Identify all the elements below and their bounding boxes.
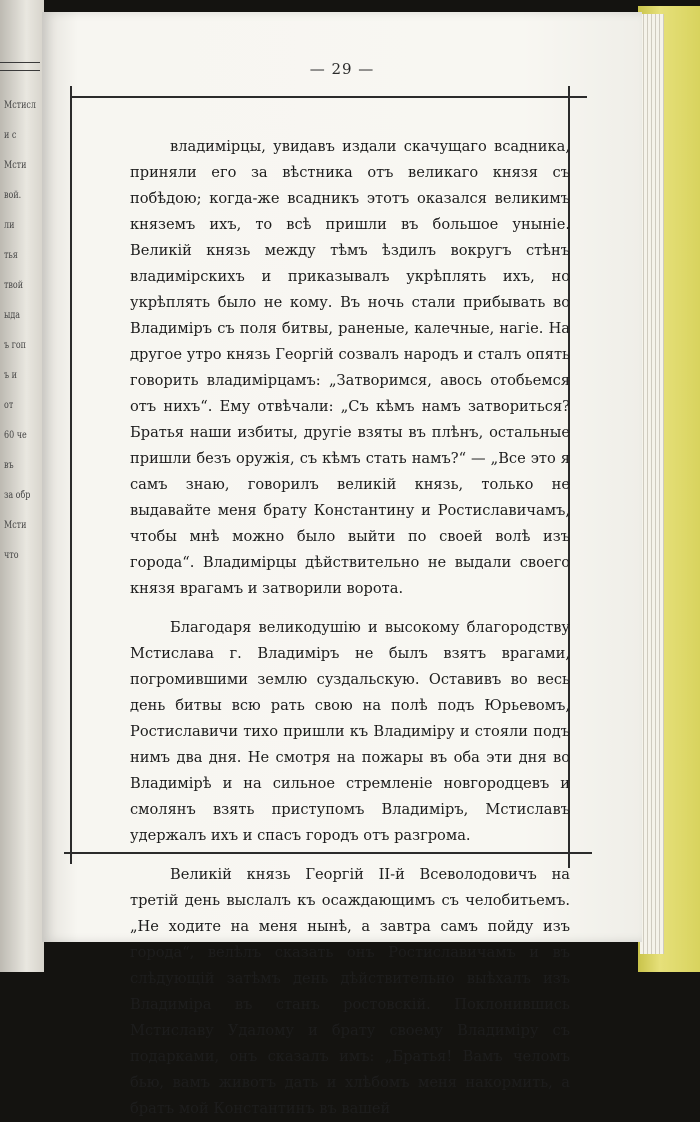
body-text xyxy=(130,134,570,1122)
previous-page-fragment: за обр xyxy=(4,490,31,501)
previous-page-fragment: Мсти xyxy=(4,160,27,171)
previous-page-fragment: Мсти xyxy=(4,520,27,531)
previous-page-fragment: ъ и xyxy=(4,370,17,381)
page-edges xyxy=(640,14,664,954)
previous-page-fragment: вой. xyxy=(4,190,22,201)
page-number: — 29 — xyxy=(309,60,375,78)
book-page xyxy=(42,12,642,1117)
paragraph: Великій князь Георгій II-й Всеволодовичъ на третій день выслалъ къ осаждающимъ съ челобитьемъ. „Не ходите на меня нынѣ, а завтра самъ пойду изъ города“, велѣлъ сказать онъ Ростиславичамъ и въ слѣдующій затѣмъ день дѣйствительно выѣхалъ изъ Владиміра въ станъ ростовскій. Поклонившись Мстиславу Удалому и брату своему Владиміру съ подарками, онъ сказалъ имъ: „Братья! Вамъ челомъ бью, вамъ животъ дать и хлѣбомъ меня накормить, а братъ мой Константинъ въ вашей xyxy=(130,866,570,1117)
frame-top-rule xyxy=(72,96,587,98)
previous-page-rule xyxy=(0,62,40,63)
previous-page-fragment: и с xyxy=(4,130,17,141)
previous-page-fragment: въ xyxy=(4,460,14,471)
previous-page-fragment: тья xyxy=(4,250,18,261)
previous-page-rule xyxy=(0,70,40,71)
previous-page-fragment: ъ гоп xyxy=(4,340,26,351)
previous-page xyxy=(0,0,44,972)
previous-page-fragment: что xyxy=(4,550,19,561)
previous-page-fragment: от xyxy=(4,400,14,411)
previous-page-fragment: твой xyxy=(4,280,24,291)
previous-page-fragment: 60 че xyxy=(4,430,27,441)
frame-left-rule xyxy=(70,86,72,864)
previous-page-fragment: ли xyxy=(4,220,15,231)
previous-page-fragment: Мстисл xyxy=(4,100,36,111)
paragraph: владимірцы, увидавъ издали скачущаго всадника, приняли его за вѣстника отъ великаго князя съ побѣдою; когда-же всадникъ этотъ оказался великимъ княземъ ихъ, то всѣ пришли въ большое уныніе. Великій князь между тѣмъ ѣздилъ вокругъ стѣнъ владимірскихъ и приказывалъ укрѣплять ихъ, но укрѣплять было не кому. Въ ночь стали прибывать во Владиміръ съ поля битвы, раненые, калечные, нагіе. На другое утро князь Георгій созвалъ народъ и сталъ опять говорить владимірцамъ: „Затворимся, авось отобьемся отъ нихъ“. Ему отвѣчали: „Съ кѣмъ намъ затвориться? Братья наши избиты, другіе взяты въ плѣнъ, остальные пришли безъ оружія, съ кѣмъ стать намъ?“ — „Все это я самъ знаю, говорилъ великій князь, только не выдавайте меня брату Константину и Ростиславичамъ, чтобы мнѣ можно было выйти по своей волѣ изъ города“. Владимірцы дѣйствительно не выдали своего князя врагамъ и затворили ворота. xyxy=(130,138,570,597)
paragraph: Благодаря великодушію и высокому благородству Мстислава г. Владиміръ не былъ взятъ врагами, погромившими землю суздальскую. Оставивъ во весь день битвы всю рать свою на полѣ подъ Юрьевомъ, Ростиславичи тихо пришли къ Владиміру и стояли подъ нимъ два дня. Не смотря на пожары въ оба эти дня во Владимірѣ и на сильное стремленіе новгородцевъ и смолянъ взять приступомъ Владиміръ, Мстиславъ удержалъ ихъ и спасъ городъ отъ разгрома. xyxy=(130,619,570,844)
previous-page-fragment: ыда xyxy=(4,310,21,321)
